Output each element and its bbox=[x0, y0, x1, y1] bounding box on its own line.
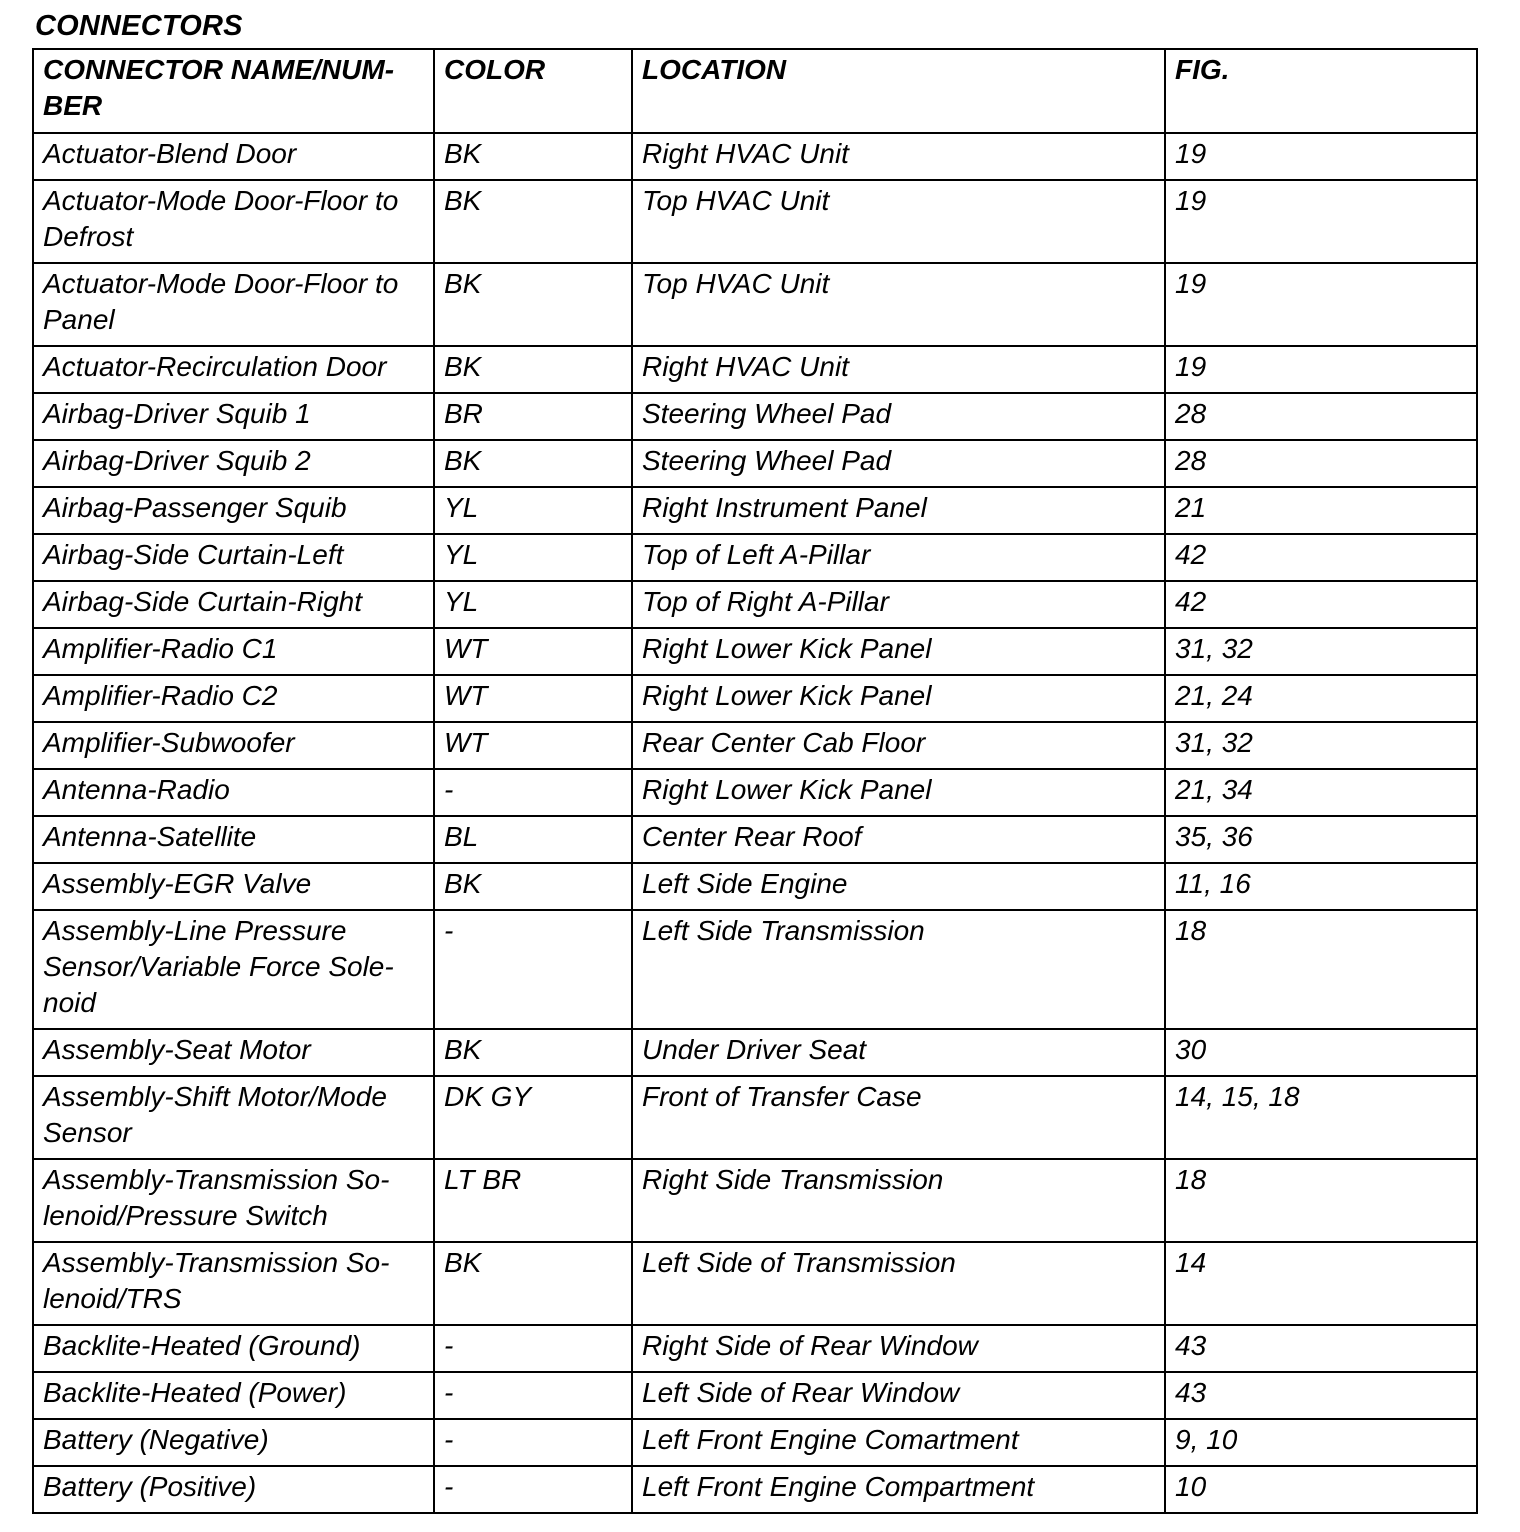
cell-location: Top of Left A-Pillar bbox=[632, 534, 1165, 581]
cell-fig: 42 bbox=[1165, 534, 1477, 581]
cell-color: YL bbox=[434, 487, 632, 534]
cell-location: Top of Right A-Pillar bbox=[632, 581, 1165, 628]
cell-connector-name: Airbag-Side Curtain-Right bbox=[33, 581, 434, 628]
cell-location: Center Rear Roof bbox=[632, 816, 1165, 863]
cell-color: - bbox=[434, 1325, 632, 1372]
cell-color: BK bbox=[434, 440, 632, 487]
cell-location: Right Side of Rear Window bbox=[632, 1325, 1165, 1372]
cell-connector-name: Battery (Negative) bbox=[33, 1419, 434, 1466]
cell-connector-name: Airbag-Driver Squib 1 bbox=[33, 393, 434, 440]
cell-connector-name: Assembly-Shift Motor/Mode Sensor bbox=[33, 1076, 434, 1159]
column-header-location: LOCATION bbox=[632, 49, 1165, 133]
cell-connector-name: Actuator-Mode Door-Floor to Panel bbox=[33, 263, 434, 346]
table-header-row bbox=[33, 49, 1477, 133]
cell-location: Right Instrument Panel bbox=[632, 487, 1165, 534]
cell-connector-name: Assembly-Seat Motor bbox=[33, 1029, 434, 1076]
cell-fig: 19 bbox=[1165, 133, 1477, 180]
cell-location: Left Front Engine Comartment bbox=[632, 1419, 1165, 1466]
cell-connector-name: Backlite-Heated (Ground) bbox=[33, 1325, 434, 1372]
cell-fig: 11, 16 bbox=[1165, 863, 1477, 910]
cell-location: Under Driver Seat bbox=[632, 1029, 1165, 1076]
table-row bbox=[33, 722, 1477, 769]
cell-color: BK bbox=[434, 346, 632, 393]
table-row bbox=[33, 1029, 1477, 1076]
cell-fig: 43 bbox=[1165, 1325, 1477, 1372]
cell-location: Steering Wheel Pad bbox=[632, 440, 1165, 487]
table-row bbox=[33, 1159, 1477, 1242]
cell-fig: 42 bbox=[1165, 581, 1477, 628]
cell-color: - bbox=[434, 1466, 632, 1513]
column-header-color: COLOR bbox=[434, 49, 632, 133]
cell-color: WT bbox=[434, 628, 632, 675]
table-body bbox=[33, 133, 1477, 1513]
table-row bbox=[33, 393, 1477, 440]
cell-color: - bbox=[434, 910, 632, 1029]
cell-connector-name: Amplifier-Radio C1 bbox=[33, 628, 434, 675]
cell-fig: 19 bbox=[1165, 346, 1477, 393]
cell-fig: 19 bbox=[1165, 180, 1477, 263]
cell-location: Steering Wheel Pad bbox=[632, 393, 1165, 440]
cell-fig: 18 bbox=[1165, 910, 1477, 1029]
cell-fig: 43 bbox=[1165, 1372, 1477, 1419]
cell-connector-name: Actuator-Blend Door bbox=[33, 133, 434, 180]
table-row bbox=[33, 534, 1477, 581]
table-row bbox=[33, 628, 1477, 675]
cell-location: Right Lower Kick Panel bbox=[632, 769, 1165, 816]
cell-location: Left Side Engine bbox=[632, 863, 1165, 910]
cell-fig: 21, 24 bbox=[1165, 675, 1477, 722]
column-header-connector-name: CONNECTOR NAME/NUM-BER bbox=[33, 49, 434, 133]
table-row bbox=[33, 910, 1477, 1029]
cell-color: - bbox=[434, 769, 632, 816]
cell-connector-name: Battery (Positive) bbox=[33, 1466, 434, 1513]
section-title: CONNECTORS bbox=[35, 10, 243, 42]
cell-location: Right Lower Kick Panel bbox=[632, 675, 1165, 722]
cell-location: Rear Center Cab Floor bbox=[632, 722, 1165, 769]
cell-location: Top HVAC Unit bbox=[632, 180, 1165, 263]
cell-fig: 14, 15, 18 bbox=[1165, 1076, 1477, 1159]
cell-location: Top HVAC Unit bbox=[632, 263, 1165, 346]
cell-connector-name: Antenna-Satellite bbox=[33, 816, 434, 863]
table-row bbox=[33, 1325, 1477, 1372]
table-row bbox=[33, 816, 1477, 863]
cell-location: Left Side of Transmission bbox=[632, 1242, 1165, 1325]
cell-location: Right HVAC Unit bbox=[632, 133, 1165, 180]
cell-connector-name: Antenna-Radio bbox=[33, 769, 434, 816]
cell-fig: 21 bbox=[1165, 487, 1477, 534]
table-row bbox=[33, 863, 1477, 910]
cell-connector-name: Assembly-Line Pressure Sensor/Variable Force Sole-noid bbox=[33, 910, 434, 1029]
table-row bbox=[33, 1242, 1477, 1325]
cell-color: BK bbox=[434, 263, 632, 346]
connectors-table bbox=[32, 48, 1478, 1514]
cell-connector-name: Assembly-Transmission So-lenoid/TRS bbox=[33, 1242, 434, 1325]
cell-fig: 9, 10 bbox=[1165, 1419, 1477, 1466]
cell-location: Left Front Engine Compartment bbox=[632, 1466, 1165, 1513]
cell-color: BK bbox=[434, 863, 632, 910]
table-row bbox=[33, 1466, 1477, 1513]
cell-color: BK bbox=[434, 133, 632, 180]
table-row bbox=[33, 1076, 1477, 1159]
table-row bbox=[33, 133, 1477, 180]
table-row bbox=[33, 440, 1477, 487]
cell-color: WT bbox=[434, 722, 632, 769]
cell-color: - bbox=[434, 1419, 632, 1466]
cell-location: Left Side of Rear Window bbox=[632, 1372, 1165, 1419]
cell-fig: 14 bbox=[1165, 1242, 1477, 1325]
table-row bbox=[33, 180, 1477, 263]
cell-color: BK bbox=[434, 1029, 632, 1076]
cell-connector-name: Amplifier-Subwoofer bbox=[33, 722, 434, 769]
cell-color: - bbox=[434, 1372, 632, 1419]
cell-fig: 18 bbox=[1165, 1159, 1477, 1242]
cell-fig: 28 bbox=[1165, 393, 1477, 440]
cell-connector-name: Airbag-Passenger Squib bbox=[33, 487, 434, 534]
table-row bbox=[33, 487, 1477, 534]
cell-connector-name: Assembly-Transmission So-lenoid/Pressure Switch bbox=[33, 1159, 434, 1242]
cell-location: Front of Transfer Case bbox=[632, 1076, 1165, 1159]
cell-connector-name: Amplifier-Radio C2 bbox=[33, 675, 434, 722]
cell-fig: 30 bbox=[1165, 1029, 1477, 1076]
table-row bbox=[33, 1419, 1477, 1466]
cell-color: DK GY bbox=[434, 1076, 632, 1159]
cell-color: LT BR bbox=[434, 1159, 632, 1242]
cell-color: BR bbox=[434, 393, 632, 440]
cell-color: YL bbox=[434, 534, 632, 581]
cell-color: BK bbox=[434, 180, 632, 263]
cell-fig: 35, 36 bbox=[1165, 816, 1477, 863]
cell-connector-name: Assembly-EGR Valve bbox=[33, 863, 434, 910]
cell-fig: 31, 32 bbox=[1165, 628, 1477, 675]
cell-color: BK bbox=[434, 1242, 632, 1325]
cell-connector-name: Airbag-Side Curtain-Left bbox=[33, 534, 434, 581]
cell-fig: 21, 34 bbox=[1165, 769, 1477, 816]
table-row bbox=[33, 1372, 1477, 1419]
cell-location: Left Side Transmission bbox=[632, 910, 1165, 1029]
cell-fig: 19 bbox=[1165, 263, 1477, 346]
cell-location: Right HVAC Unit bbox=[632, 346, 1165, 393]
cell-color: YL bbox=[434, 581, 632, 628]
table-row bbox=[33, 581, 1477, 628]
cell-fig: 28 bbox=[1165, 440, 1477, 487]
column-header-fig: FIG. bbox=[1165, 49, 1477, 133]
cell-location: Right Lower Kick Panel bbox=[632, 628, 1165, 675]
cell-color: WT bbox=[434, 675, 632, 722]
table-row bbox=[33, 675, 1477, 722]
cell-fig: 10 bbox=[1165, 1466, 1477, 1513]
cell-connector-name: Actuator-Recirculation Door bbox=[33, 346, 434, 393]
cell-connector-name: Actuator-Mode Door-Floor to Defrost bbox=[33, 180, 434, 263]
cell-location: Right Side Transmission bbox=[632, 1159, 1165, 1242]
cell-connector-name: Airbag-Driver Squib 2 bbox=[33, 440, 434, 487]
table-row bbox=[33, 769, 1477, 816]
cell-fig: 31, 32 bbox=[1165, 722, 1477, 769]
table-row bbox=[33, 263, 1477, 346]
table-row bbox=[33, 346, 1477, 393]
cell-connector-name: Backlite-Heated (Power) bbox=[33, 1372, 434, 1419]
cell-color: BL bbox=[434, 816, 632, 863]
